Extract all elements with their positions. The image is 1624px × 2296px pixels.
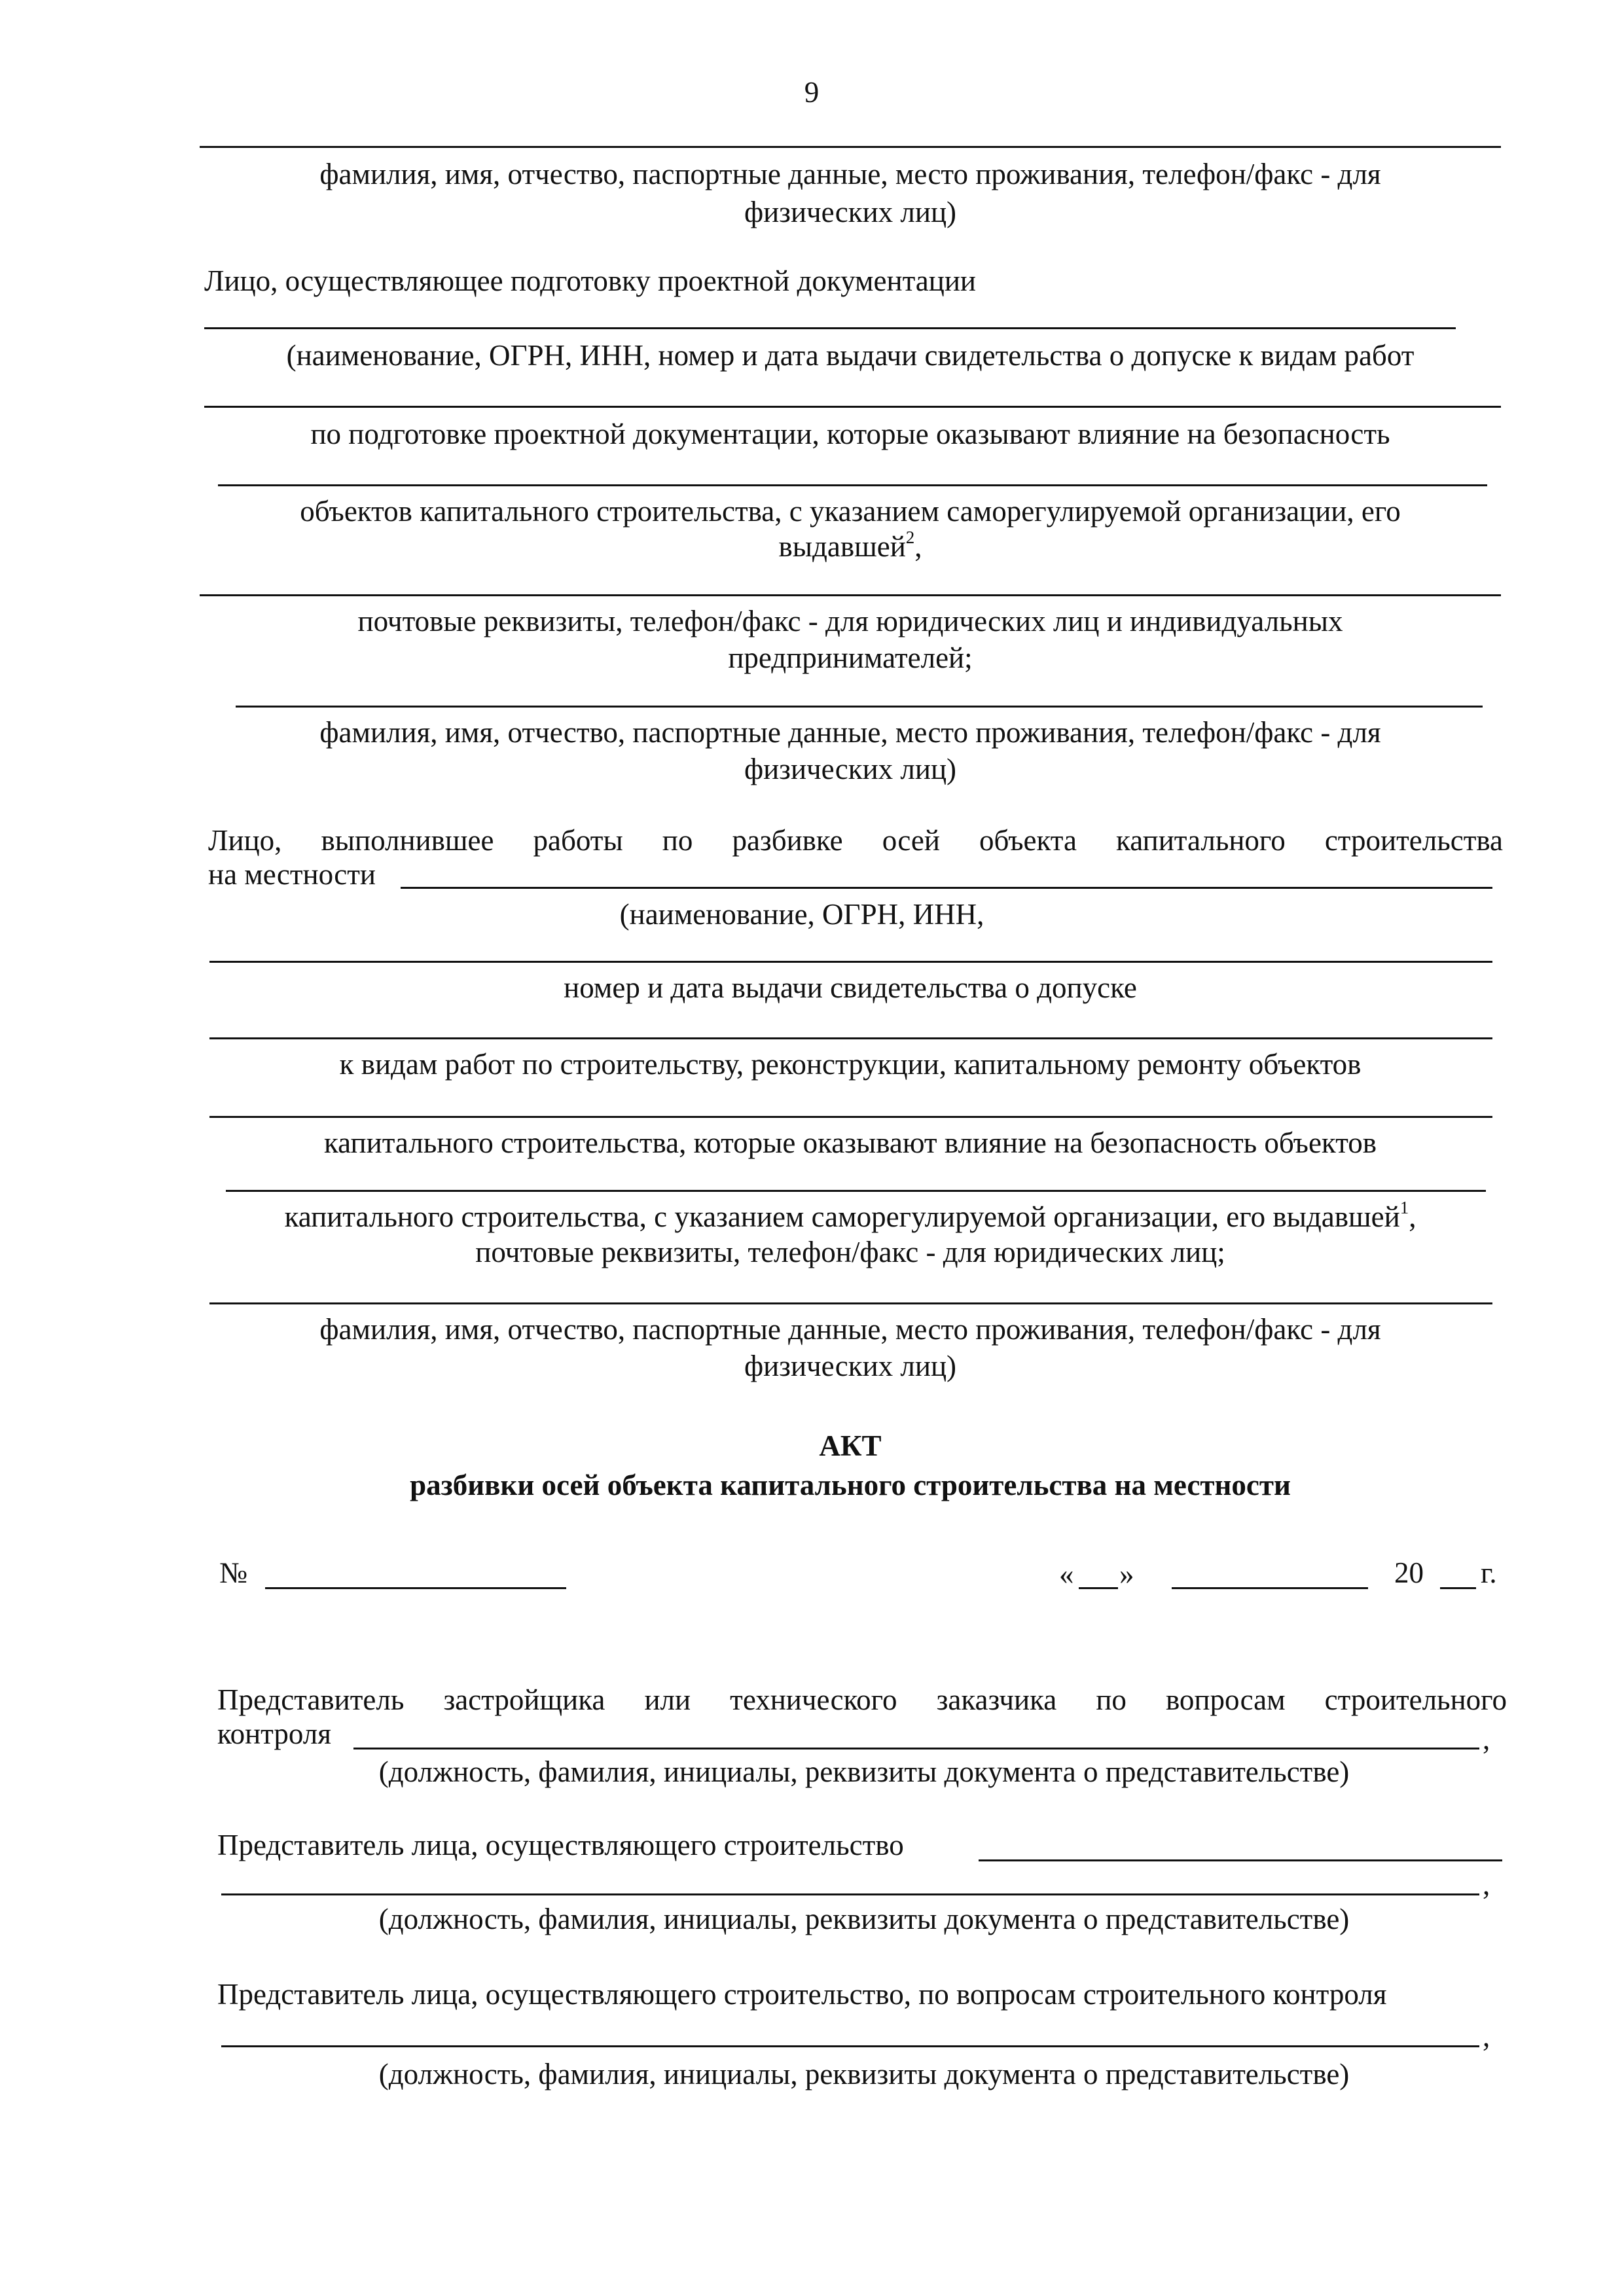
rep-builder-fill-line-1[interactable]: [979, 1859, 1502, 1861]
comma: ,: [1483, 1868, 1490, 1901]
rep-developer-caption: (должность, фамилия, инициалы, реквизиты документа о представительстве): [378, 1755, 1350, 1788]
designer-fill-line-1[interactable]: [204, 327, 1456, 329]
surveyor-fill-line-6[interactable]: [209, 1302, 1492, 1304]
designer-label: Лицо, осуществляющее подготовку проектной документации: [204, 264, 977, 297]
comma: ,: [914, 530, 922, 563]
surveyor-fill-line-5[interactable]: [226, 1190, 1486, 1192]
rep-builder-caption: (должность, фамилия, инициалы, реквизиты документа о представительстве): [378, 1903, 1350, 1935]
surveyor-caption-6: фамилия, имя, отчество, паспортные данные, место проживания, телефон/факс - для: [319, 1313, 1381, 1346]
footnote-ref-1: 1: [1399, 1198, 1409, 1217]
page-number: 9: [804, 76, 820, 109]
caption-person-details-end: физических лиц): [744, 196, 957, 228]
rep-developer-label: Представитель застройщика или технического заказчика по вопросам строительного: [217, 1683, 1507, 1716]
surveyor-fill-line-1[interactable]: [401, 887, 1492, 889]
designer-caption-1: (наименование, ОГРН, ИНН, номер и дата выдачи свидетельства о допуске к видам работ: [286, 339, 1415, 372]
year-suffix: г.: [1481, 1556, 1497, 1589]
rep-builder-control-label: Представитель лица, осуществляющего строительство, по вопросам строительного контроля: [217, 1978, 1387, 2011]
surveyor-fill-line-3[interactable]: [209, 1037, 1492, 1039]
surveyor-fill-line-2[interactable]: [209, 961, 1492, 963]
designer-caption-5-end: физических лиц): [744, 753, 957, 785]
designer-caption-5: фамилия, имя, отчество, паспортные данные, место проживания, телефон/факс - для: [319, 716, 1381, 749]
surveyor-caption-3: к видам работ по строительству, реконструкции, капитальному ремонту объектов: [339, 1048, 1362, 1081]
surveyor-caption-5-end: почтовые реквизиты, телефон/факс - для юридических лиц;: [475, 1236, 1225, 1268]
surveyor-caption-5-text: капитального строительства, с указанием саморегулируемой организации, его выдавшей: [284, 1200, 1400, 1233]
number-sign: №: [219, 1556, 247, 1589]
surveyor-caption-1: (наименование, ОГРН, ИНН,: [619, 898, 984, 931]
rep-developer-label-end: контроля: [217, 1717, 331, 1750]
surveyor-caption-4: капитального строительства, которые оказывают влияние на безопасность объектов: [323, 1126, 1377, 1159]
rep-builder-control-caption: (должность, фамилия, инициалы, реквизиты документа о представительстве): [378, 2058, 1350, 2090]
designer-caption-3-end: [200, 528, 1501, 565]
designer-caption-2: по подготовке проектной документации, которые оказывают влияние на безопасность: [310, 418, 1390, 450]
quote-open: «: [1059, 1558, 1074, 1590]
designer-fill-line-2[interactable]: [204, 406, 1501, 408]
day-field[interactable]: [1079, 1587, 1118, 1589]
rep-builder-label: Представитель лица, осуществляющего строительство: [217, 1829, 904, 1861]
surveyor-label-end: на местности: [208, 858, 376, 891]
surveyor-caption-2: номер и дата выдачи свидетельства о допуске: [564, 971, 1137, 1004]
designer-fill-line-3[interactable]: [218, 484, 1487, 486]
designer-fill-line-5[interactable]: [236, 706, 1483, 708]
rep-builder-control-fill-line[interactable]: [221, 2045, 1479, 2047]
caption-person-details: фамилия, имя, отчество, паспортные данные, место проживания, телефон/факс - для: [319, 158, 1381, 190]
designer-caption-3-word: выдавшей: [778, 530, 906, 563]
rep-developer-fill-line[interactable]: [353, 1748, 1479, 1749]
rep-builder-fill-line-2[interactable]: [221, 1893, 1479, 1895]
designer-caption-4-end: предпринимателей;: [728, 641, 973, 674]
act-subtitle: разбивки осей объекта капитального строительства на местности: [410, 1469, 1291, 1501]
designer-caption-4: почтовые реквизиты, телефон/факс - для юридических лиц и индивидуальных: [357, 605, 1343, 637]
designer-caption-3: объектов капитального строительства, с указанием саморегулируемой организации, его: [300, 495, 1401, 528]
designer-fill-line-4[interactable]: [200, 594, 1501, 596]
footnote-ref-2: 2: [905, 528, 915, 547]
year-field[interactable]: [1440, 1587, 1476, 1589]
surveyor-fill-line-4[interactable]: [209, 1116, 1492, 1118]
comma: ,: [1483, 2020, 1490, 2053]
surveyor-caption-6-end: физических лиц): [744, 1350, 957, 1382]
month-field[interactable]: [1172, 1587, 1368, 1589]
surveyor-caption-5: [200, 1198, 1501, 1236]
comma: ,: [1409, 1200, 1416, 1233]
year-prefix: 20: [1394, 1556, 1424, 1589]
quote-close: »: [1119, 1558, 1134, 1590]
fill-line: [200, 146, 1501, 148]
act-title: АКТ: [819, 1429, 882, 1462]
act-number-field[interactable]: [265, 1587, 566, 1589]
surveyor-label: Лицо, выполнившее работы по разбивке осей объекта капитального строительства: [208, 824, 1503, 857]
comma: ,: [1483, 1723, 1490, 1755]
